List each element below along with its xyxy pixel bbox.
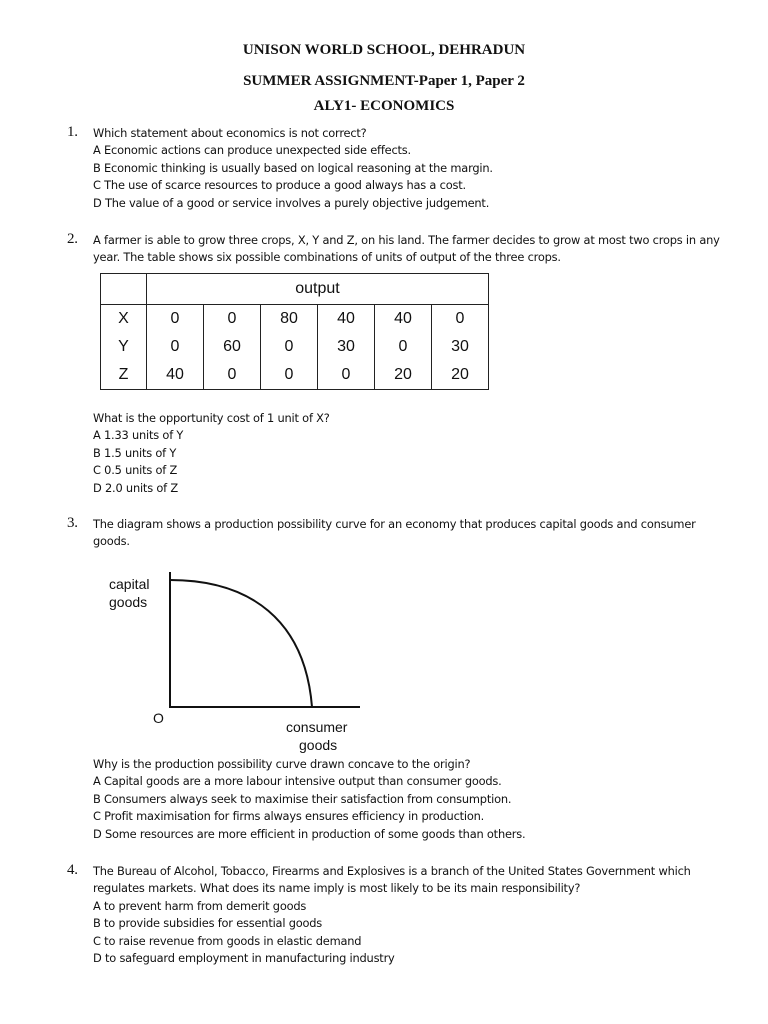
option-a: A to prevent harm from demerit goods (93, 898, 307, 913)
ppc-diagram (100, 570, 380, 755)
question-1 (68, 125, 728, 212)
row-label: X (101, 305, 147, 334)
table-row (101, 333, 489, 361)
table-cell: 40 (147, 361, 204, 390)
table-cell: 0 (204, 361, 261, 390)
table-cell: 40 (318, 305, 375, 334)
option-d: D Some resources are more efficient in production of some goods than others. (93, 826, 526, 841)
y-axis-label-line1: capital (109, 576, 150, 592)
question-number: 3. (67, 515, 78, 531)
table-header-row (101, 274, 489, 305)
question-number: 4. (67, 862, 78, 878)
table-cell: 40 (375, 305, 432, 334)
question-number: 1. (67, 124, 78, 140)
table-header-output: output (147, 274, 489, 305)
question-stem: The diagram shows a production possibility curve for an economy that produces capital goods and consumer goods. (93, 517, 696, 549)
output-table (100, 273, 489, 390)
origin-label: O (153, 710, 164, 726)
table-cell: 0 (204, 305, 261, 334)
table-cell: 30 (318, 333, 375, 361)
option-a: A Capital goods are a more labour intensive output than consumer goods. (93, 774, 502, 789)
option-b: B to provide subsidies for essential goods (93, 916, 323, 931)
option-a: A 1.33 units of Y (93, 428, 184, 443)
question-stem: Which statement about economics is not correct? (93, 126, 367, 140)
question-prompt: What is the opportunity cost of 1 unit of X? (93, 411, 330, 425)
question-2-followup (68, 410, 728, 497)
table-cell: 0 (147, 305, 204, 334)
table-cell: 30 (432, 333, 489, 361)
question-4 (68, 863, 728, 967)
table-cell: 20 (375, 361, 432, 390)
option-d: D to safeguard employment in manufacturing industry (93, 951, 395, 966)
option-b: B Economic thinking is usually based on logical reasoning at the margin. (93, 160, 493, 175)
question-stem: The Bureau of Alcohol, Tobacco, Firearms and Explosives is a branch of the United States Government which regulates markets. What does its name imply is most likely to be its main responsibility? (93, 864, 691, 896)
question-3-followup (68, 756, 728, 843)
school-name: UNISON WORLD SCHOOL, DEHRADUN (242, 42, 526, 58)
assignment-title: SUMMER ASSIGNMENT-Paper 1, Paper 2 (243, 73, 525, 89)
x-axis-label-line1: consumer (286, 719, 348, 735)
table-cell: 0 (261, 361, 318, 390)
option-c: C to raise revenue from goods in elastic demand (93, 933, 362, 948)
table-cell: 0 (375, 333, 432, 361)
subject-title: ALY1- ECONOMICS (313, 98, 455, 114)
question-prompt: Why is the production possibility curve drawn concave to the origin? (93, 757, 471, 771)
option-b: B 1.5 units of Y (93, 445, 177, 460)
option-a: A Economic actions can produce unexpected side effects. (93, 143, 411, 158)
question-3 (68, 516, 728, 551)
table-cell: 0 (432, 305, 489, 334)
question-number: 2. (67, 231, 78, 247)
table-cell: 0 (147, 333, 204, 361)
question-2 (68, 232, 728, 267)
option-b: B Consumers always seek to maximise their satisfaction from consumption. (93, 791, 512, 806)
table-cell: 0 (318, 361, 375, 390)
table-corner (101, 274, 147, 305)
row-label: Z (101, 361, 147, 390)
option-d: D 2.0 units of Z (93, 480, 178, 495)
table-row (101, 305, 489, 334)
x-axis-label-line2: goods (299, 737, 338, 753)
option-d: D The value of a good or service involves a purely objective judgement. (93, 195, 490, 210)
table-row (101, 361, 489, 390)
option-c: C 0.5 units of Z (93, 463, 178, 478)
y-axis-label-line2: goods (109, 594, 148, 610)
production-possibility-curve (170, 580, 312, 707)
table-cell: 20 (432, 361, 489, 390)
row-label: Y (101, 333, 147, 361)
question-stem: A farmer is able to grow three crops, X, Y and Z, on his land. The farmer decides to grow at most two crops in any year. The table shows six possible combinations of units of output of the three crops. (93, 233, 720, 265)
option-c: C The use of scarce resources to produce a good always has a cost. (93, 178, 466, 193)
table-cell: 80 (261, 305, 318, 334)
option-c: C Profit maximisation for firms always ensures efficiency in production. (93, 809, 485, 824)
table-cell: 60 (204, 333, 261, 361)
table-cell: 0 (261, 333, 318, 361)
